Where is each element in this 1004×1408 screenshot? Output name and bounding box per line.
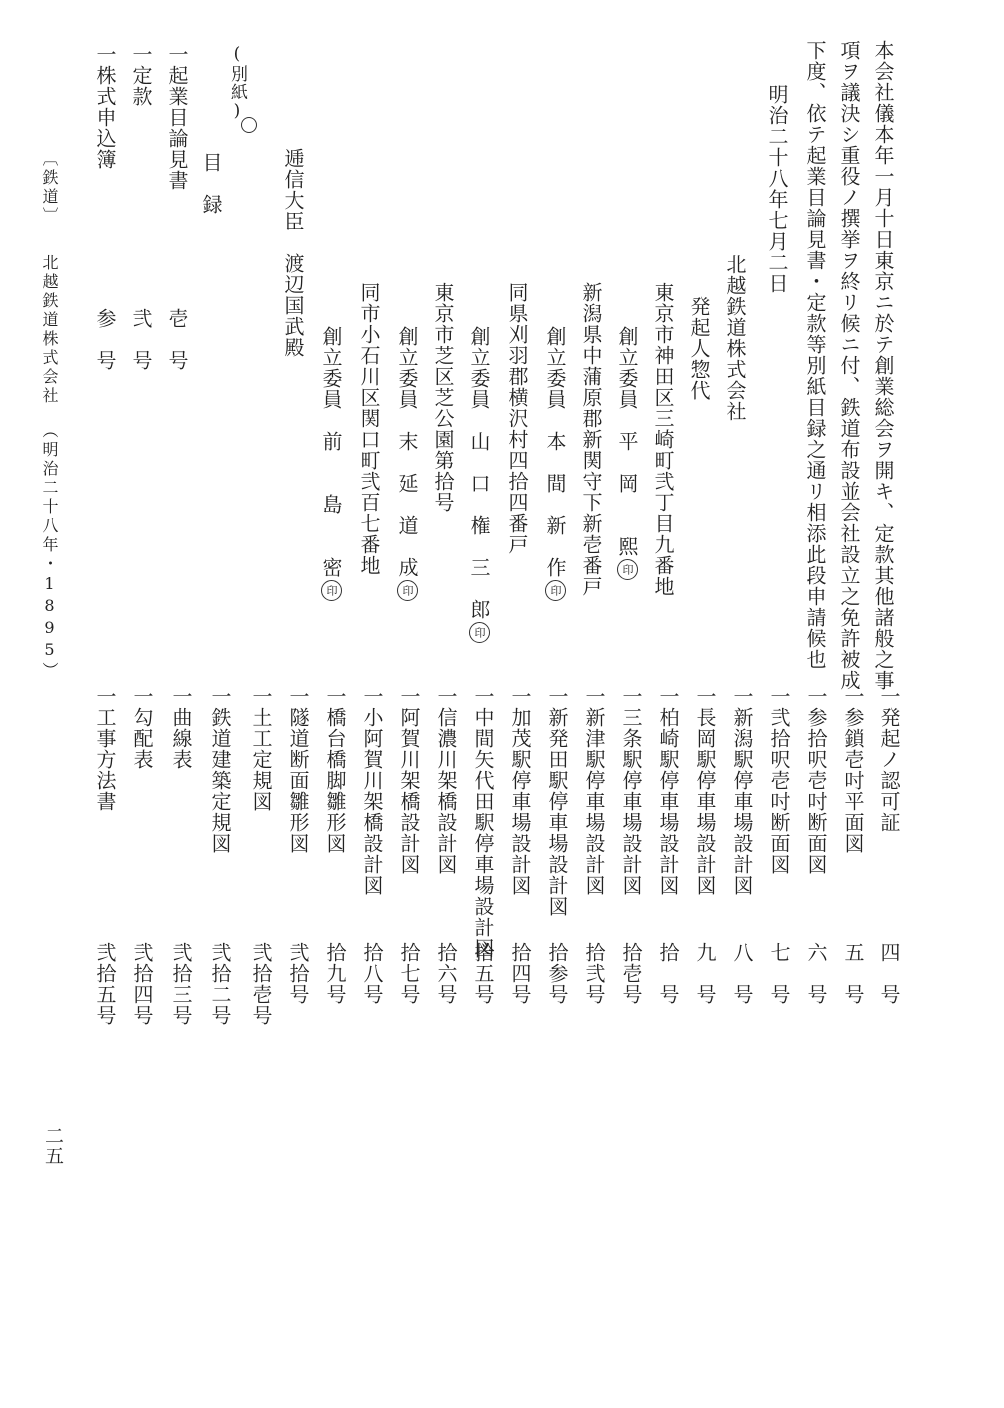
list-item: 一土工定規図 [249,686,273,812]
founder-3-name: 創立委員 山 口 権 三 郎印 [466,326,492,643]
list-item-number: 弐拾五号 [93,942,117,1026]
list-item: 一起業目論見書 [165,44,189,191]
catalog-heading: 目 録 [199,152,223,215]
seal-icon: 印 [617,559,638,580]
list-item: 一小阿賀川架橋設計図 [360,686,384,896]
list-item: 一柏崎駅停車場設計図 [656,686,680,896]
running-footer [38,150,61,681]
founder-4-address: 東京市芝区芝公園第拾号 [431,282,455,513]
founder-5-address: 同市小石川区関口町弐百七番地 [357,282,381,576]
list-item: 一阿賀川架橋設計図 [397,686,421,875]
founder-2-address: 新潟県中蒲原郡新関守下新壱番戸 [579,282,603,597]
list-item: 一株式申込簿 [93,44,117,170]
list-item: 一定款 [129,44,153,107]
list-item-number: 拾四号 [508,942,532,1005]
list-item-number: 壱 号 [165,308,189,371]
list-item: 一勾配表 [130,686,154,770]
footer-company: 北越鉄道株式会社 [40,254,59,406]
list-item: 一工事方法書 [93,686,117,812]
list-item: 一隧道断面雛形図 [286,686,310,854]
list-item: 一橋台橋脚雛形図 [323,686,347,854]
founder-5-name: 創立委員 前 島 密印 [318,326,344,601]
list-item-number: 八 号 [730,942,754,1005]
list-item-number: 拾弐号 [582,942,606,1005]
list-item: 一鉄道建築定規図 [208,686,232,854]
list-item-number: 九 号 [693,942,717,1005]
list-item: 一新発田駅停車場設計図 [545,686,569,917]
list-item: 一参鎖壱吋平面図 [841,686,865,854]
addressee: 逓信大臣 渡辺国武殿 [281,148,305,358]
list-item-number: 拾 号 [656,942,680,1005]
list-item-number: 四 号 [877,942,901,1005]
founder-2-name: 創立委員 本 間 新 作印 [542,326,568,601]
list-item: 一長岡駅停車場設計図 [693,686,717,896]
list-item-number: 拾壱号 [619,942,643,1005]
company-name: 北越鉄道株式会社 [723,254,747,422]
list-item-number: 拾六号 [434,942,458,1005]
list-item: 一参拾呎壱吋断面図 [804,686,828,875]
seal-icon: 印 [545,580,566,601]
founder-1-name: 創立委員 平 岡 熙印 [614,326,640,580]
body-line-1: 本会社儀本年一月十日東京ニ於テ創業総会ヲ開キ、定款其他諸般之事 [871,40,895,691]
list-item-number: 弐 号 [129,308,153,371]
list-item: 一信濃川架橋設計図 [434,686,458,875]
list-item: 一弐拾呎壱吋断面図 [767,686,791,875]
footer-era: （明治二十八年・1895） [40,422,59,681]
list-item-number: 弐拾壱号 [249,942,273,1026]
page-number: 二五 [42,1126,64,1166]
list-item: 一曲線表 [169,686,193,770]
list-item: 一中間矢代田駅停車場設計図 [471,686,495,959]
circle-bullet-icon [241,117,257,133]
list-item-number: 拾五号 [471,942,495,1005]
attachment-label: (別紙) [227,44,247,122]
list-item-number: 参 号 [93,308,117,371]
body-line-3: 下度、依テ起業目論見書・定款等別紙目録之通リ相添此段申請候也 [803,40,827,670]
seal-icon: 印 [469,622,490,643]
representatives-label: 発起人惣代 [687,296,711,401]
list-item-number: 弐拾三号 [169,942,193,1026]
list-item-number: 拾八号 [360,942,384,1005]
list-item-number: 弐拾二号 [208,942,232,1026]
list-item: 一新潟駅停車場設計図 [730,686,754,896]
list-item: 一発起ノ認可証 [877,686,901,833]
list-item-number: 拾七号 [397,942,421,1005]
list-item-number: 弐拾四号 [130,942,154,1026]
founder-4-name: 創立委員 末 延 道 成印 [394,326,420,601]
founder-1-address: 東京市神田区三崎町弐丁目九番地 [651,282,675,597]
list-item: 一加茂駅停車場設計図 [508,686,532,896]
list-item-number: 五 号 [841,942,865,1005]
list-item-number: 弐拾号 [286,942,310,1005]
seal-icon: 印 [397,580,418,601]
seal-icon: 印 [321,580,342,601]
body-line-2: 項ヲ議決シ重役ノ撰挙ヲ終リ候ニ付、鉄道布設並会社設立之免許被成 [837,40,861,691]
list-item-number: 拾九号 [323,942,347,1005]
list-item-number: 六 号 [804,942,828,1005]
list-item-number: 七 号 [767,942,791,1005]
list-item-number: 拾参号 [545,942,569,1005]
list-item: 一新津駅停車場設計図 [582,686,606,896]
list-item: 一三条駅停車場設計図 [619,686,643,896]
date-line: 明治二十八年七月二日 [765,84,789,294]
footer-section: 〔鉄道〕 [40,150,59,226]
founder-3-address: 同県刈羽郡横沢村四拾四番戸 [505,282,529,555]
